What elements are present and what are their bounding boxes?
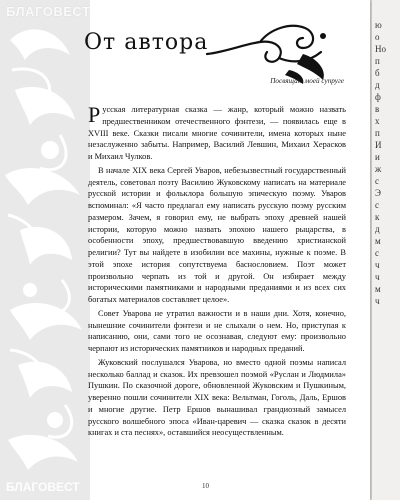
paragraph-4: Жуковский послушался Уварова, но вместо одной поэмы написал несколько баллад и сказок. Их превзошел поэмой «Руслан и Людмила» Пушкин. По сказочной дороге, обновленной Жуковским и Пушкиным, уверенно пошли сочинители XIX века: Вельтман, Гоголь, Даль, Ершов и многие другие. Петр Ершов вынашивал грандиозный замысел русского волшебного эпоса «Иван-царевич — сказка сказок в десяти книгах и ста песнях», оставшийся неосуществленным.	[88, 357, 346, 438]
adjacent-page-fragment: И	[375, 140, 382, 150]
adjacent-page-fragment: ж	[375, 164, 382, 174]
adjacent-page-fragment: д	[375, 224, 380, 234]
drop-cap: Р	[88, 102, 101, 127]
paragraph-1	[88, 104, 346, 163]
body-text	[88, 104, 346, 441]
adjacent-page-edge	[372, 0, 400, 500]
watermark-top: БЛАГОВЕСТ	[6, 4, 91, 19]
adjacent-page-fragment: ф	[375, 92, 381, 102]
paragraph-3: Совет Уварова не утратил важности и в наши дни. Хотя, конечно, нынешние сочинители фэнтези и не слыхали о нем. Но, приступая к написанию, они, сами того не осознавая, следуют ему: произвольно черпают из исторических памятников и народных преданий.	[88, 308, 346, 353]
paragraph-2: В начале XIX века Сергей Уваров, небезызвестный государственный деятель, советовал поэту Василию Жуковскому написать на материале русской истории и фольклора большую эпическую поэму. Уваров вспоминал: «Я часто предлагал ему написать русскую поэму русским размером. Зачем, я говорил ему, не выбрать эпоху древней нашей истории, которую можно назвать эпохою нашего рыцарства, в особенности эпоху, предшествовавшую введению христианской религии? Тут вы найдете в изобилии все махины, нужные к поэме. В этой эпохе история сопутствуема баснословием. Поэт может произвольно черпать из той и другой. Он избирает между историческими памятниками и народными преданиями и из всех сих богатых материалов составляет целое».	[88, 165, 346, 304]
adjacent-page-fragment: ч	[375, 272, 380, 282]
adjacent-page-fragment: Но	[375, 44, 386, 54]
adjacent-page-fragment: д	[375, 80, 380, 90]
page-number: 10	[202, 482, 209, 490]
adjacent-page-fragment: м	[375, 236, 381, 246]
page-title: От автора	[84, 30, 209, 55]
adjacent-page-fragment: п	[375, 56, 380, 66]
adjacent-page-fragment: и	[375, 152, 380, 162]
adjacent-page-fragment: с	[375, 248, 379, 258]
adjacent-page-fragment: м	[375, 284, 381, 294]
adjacent-page-fragment: п	[375, 128, 380, 138]
adjacent-page-fragment: с	[375, 176, 379, 186]
adjacent-page-fragment: ч	[375, 296, 380, 306]
adjacent-page-fragment: о	[375, 32, 380, 42]
floral-ornament-border	[0, 0, 90, 500]
floral-ornament-graphic	[0, 0, 90, 500]
adjacent-page-fragment: б	[375, 68, 380, 78]
title-swirl-ornament	[205, 14, 335, 84]
adjacent-page-fragment: ю	[375, 20, 382, 30]
adjacent-page-fragment: Э	[375, 188, 381, 198]
adjacent-page-fragment: к	[375, 212, 380, 222]
watermark-bottom: БЛАГОВЕСТ	[6, 480, 80, 494]
adjacent-page-fragment: с	[375, 200, 379, 210]
adjacent-page-fragment: ч	[375, 260, 380, 270]
dedication: Посвящаю моей супруге	[270, 77, 344, 85]
paragraph-1-text: усская литературная сказка — жанр, который можно назвать предшественником отечественного фэнтези, — появилась еще в XVIII веке. Сказки писали многие сочинители, имена которых ныне незаслуженно забыты. Например, Василий Левшин, Михаил Херасков и Михаил Чулков.	[88, 105, 346, 161]
adjacent-page-fragment: х	[375, 116, 380, 126]
adjacent-page-fragment: в	[375, 104, 380, 114]
